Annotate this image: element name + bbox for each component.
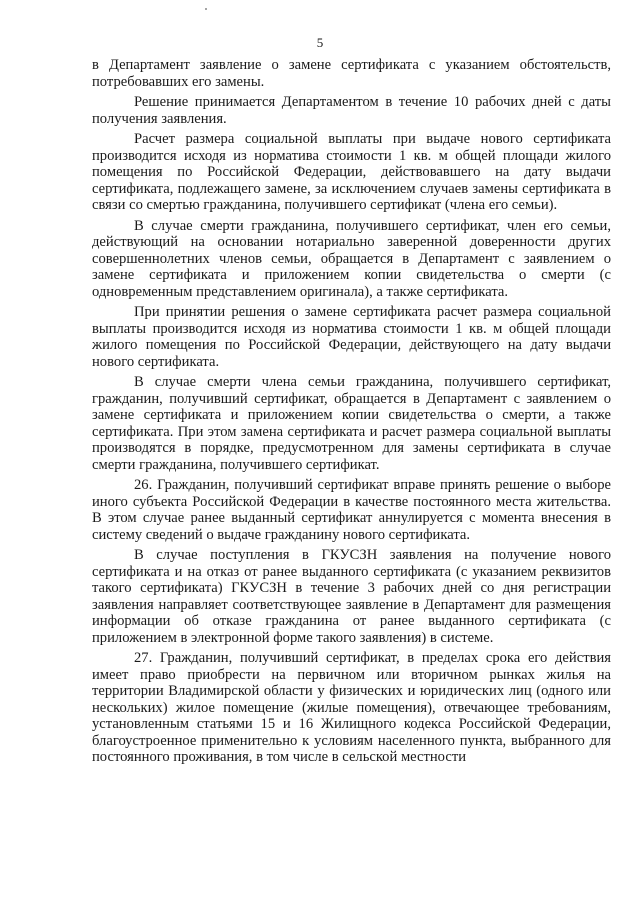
paragraph-death-of-holder: В случае смерти гражданина, получившего сертификат, член его семьи, действующий на основании нотариально заверенной доверенности других совершеннолетних членов семьи, обращается в Департамент с заявлением о замене сертификата и приложением копии свидетельства о смерти (с одновременным представлением оригинала), а также сертификата. [92,217,611,300]
paragraph-item-26: 26. Гражданин, получивший сертификат вправе принять решение о выборе иного субъекта Российской Федерации в качестве постоянного места жительства. В этом случае ранее выданный сертификат аннулируется с момента внесения в систему сведений о выдаче гражданину нового сертификата. [92,477,611,543]
page-number: 5 [316,35,324,50]
paragraph-gkuszn-application: В случае поступления в ГКУСЗН заявления на получение нового сертификата и на отказ от ранее выданного сертификата (с указанием реквизитов такого сертификата) ГКУСЗН в течение 3 рабочих дней со дня регистрации заявления направляет соответствующее заявление в Департамент для размещения информации об отказе гражданина от ранее выданного сертификата (с приложением в электронной форме такого заявления) в системе. [92,547,611,646]
paragraph-death-of-family-member: В случае смерти члена семьи гражданина, получившего сертификат, гражданин, получивший сертификат, обращается в Департамент с заявлением о замене сертификата и приложением копии свидетельства о смерти, а также сертификата. При этом замена сертификата и расчет размера социальной выплаты производятся в порядке, предусмотренном для замены сертификата в случае смерти гражданина, получившего сертификат. [92,374,611,473]
paragraph-decision-term: Решение принимается Департаментом в течение 10 рабочих дней с даты получения заявления. [92,94,611,127]
paragraph-replacement-calculation: При принятии решения о замене сертификата расчет размера социальной выплаты производится исходя из норматива стоимости 1 кв. м общей площади жилого помещения по Российской Федерации, действующего на дату выдачи нового сертификата. [92,304,611,370]
scan-speck [205,8,207,10]
paragraph-payment-calculation: Расчет размера социальной выплаты при выдаче нового сертификата производится исходя из норматива стоимости 1 кв. м общей площади жилого помещения по Российской Федерации, действовавшего на дату выдачи сертификата, подлежащего замене, за исключением случаев замены сертификата в связи со смертью гражданина, получившего сертификат (члена его семьи). [92,131,611,213]
paragraph-continuation: в Департамент заявление о замене сертификата с указанием обстоятельств, потребовавших его замены. [92,57,611,90]
document-body [92,57,611,770]
paragraph-item-27: 27. Гражданин, получивший сертификат, в пределах срока его действия имеет право приобрести на первичном или вторичном рынках жилья на территории Владимирской области у физических и юридических лиц (одного или нескольких) жилое помещение (жилые помещения), отвечающее требованиям, установленным статьями 15 и 16 Жилищного кодекса Российской Федерации, благоустроенное применительно к условиям населенного пункта, выбранного для постоянного проживания, в том числе в сельской местности [92,650,611,765]
